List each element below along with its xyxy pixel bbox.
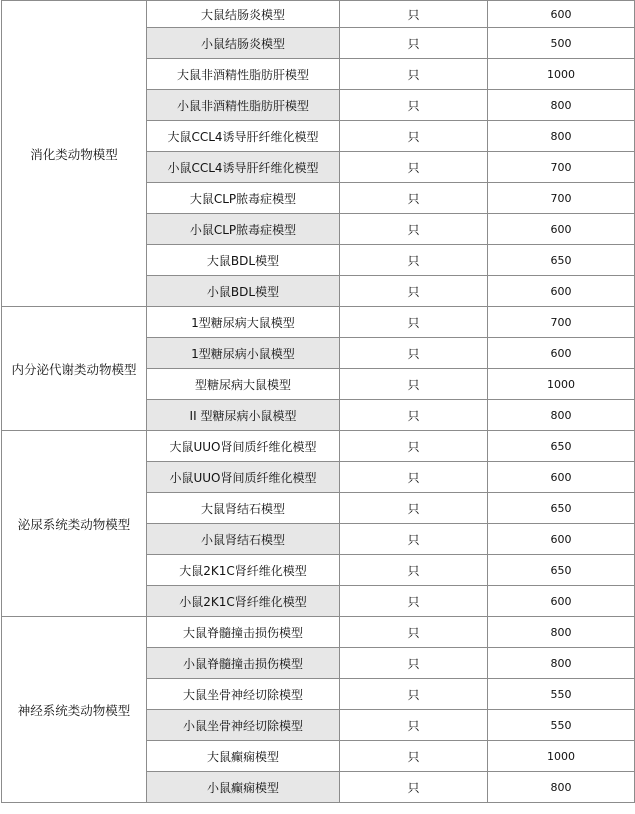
price-cell: 650 xyxy=(488,555,635,586)
price-cell: 600 xyxy=(488,338,635,369)
price-cell: 600 xyxy=(488,1,635,28)
table-row xyxy=(2,307,635,338)
unit-cell: 只 xyxy=(340,121,488,152)
price-cell: 650 xyxy=(488,431,635,462)
model-name-cell: 大鼠肾结石模型 xyxy=(147,493,340,524)
unit-cell: 只 xyxy=(340,183,488,214)
table-row xyxy=(2,617,635,648)
price-cell: 600 xyxy=(488,524,635,555)
model-name-cell: II 型糖尿病小鼠模型 xyxy=(147,400,340,431)
unit-cell: 只 xyxy=(340,369,488,400)
model-name-cell: 小鼠结肠炎模型 xyxy=(147,28,340,59)
price-cell: 800 xyxy=(488,772,635,803)
unit-cell: 只 xyxy=(340,679,488,710)
model-name-cell: 小鼠UUO肾间质纤维化模型 xyxy=(147,462,340,493)
unit-cell: 只 xyxy=(340,462,488,493)
unit-cell: 只 xyxy=(340,307,488,338)
unit-cell: 只 xyxy=(340,524,488,555)
price-cell: 500 xyxy=(488,28,635,59)
price-cell: 800 xyxy=(488,400,635,431)
model-name-cell: 小鼠CCL4诱导肝纤维化模型 xyxy=(147,152,340,183)
unit-cell: 只 xyxy=(340,493,488,524)
price-cell: 800 xyxy=(488,90,635,121)
price-cell: 600 xyxy=(488,586,635,617)
model-name-cell: 小鼠BDL模型 xyxy=(147,276,340,307)
unit-cell: 只 xyxy=(340,245,488,276)
price-cell: 700 xyxy=(488,152,635,183)
model-name-cell: 大鼠UUO肾间质纤维化模型 xyxy=(147,431,340,462)
model-price-table xyxy=(1,0,635,803)
price-cell: 550 xyxy=(488,679,635,710)
price-cell: 800 xyxy=(488,617,635,648)
table-row xyxy=(2,431,635,462)
price-cell: 700 xyxy=(488,307,635,338)
model-name-cell: 大鼠结肠炎模型 xyxy=(147,1,340,28)
category-cell: 泌尿系统类动物模型 xyxy=(2,431,147,617)
model-name-cell: 型糖尿病大鼠模型 xyxy=(147,369,340,400)
unit-cell: 只 xyxy=(340,28,488,59)
category-cell: 神经系统类动物模型 xyxy=(2,617,147,803)
model-name-cell: 大鼠CCL4诱导肝纤维化模型 xyxy=(147,121,340,152)
price-cell: 800 xyxy=(488,121,635,152)
model-name-cell: 小鼠非酒精性脂肪肝模型 xyxy=(147,90,340,121)
price-cell: 800 xyxy=(488,648,635,679)
price-cell: 700 xyxy=(488,183,635,214)
table-body xyxy=(2,1,635,803)
model-name-cell: 大鼠非酒精性脂肪肝模型 xyxy=(147,59,340,90)
model-name-cell: 1型糖尿病大鼠模型 xyxy=(147,307,340,338)
model-name-cell: 小鼠2K1C肾纤维化模型 xyxy=(147,586,340,617)
price-cell: 600 xyxy=(488,462,635,493)
unit-cell: 只 xyxy=(340,1,488,28)
unit-cell: 只 xyxy=(340,338,488,369)
unit-cell: 只 xyxy=(340,214,488,245)
unit-cell: 只 xyxy=(340,710,488,741)
model-name-cell: 大鼠CLP脓毒症模型 xyxy=(147,183,340,214)
model-name-cell: 小鼠肾结石模型 xyxy=(147,524,340,555)
price-cell: 1000 xyxy=(488,741,635,772)
model-name-cell: 小鼠癫痫模型 xyxy=(147,772,340,803)
table-row xyxy=(2,1,635,28)
unit-cell: 只 xyxy=(340,90,488,121)
model-name-cell: 小鼠脊髓撞击损伤模型 xyxy=(147,648,340,679)
category-cell: 消化类动物模型 xyxy=(2,1,147,307)
price-cell: 1000 xyxy=(488,59,635,90)
unit-cell: 只 xyxy=(340,59,488,90)
price-cell: 650 xyxy=(488,493,635,524)
category-cell: 内分泌代谢类动物模型 xyxy=(2,307,147,431)
unit-cell: 只 xyxy=(340,617,488,648)
unit-cell: 只 xyxy=(340,772,488,803)
price-cell: 600 xyxy=(488,214,635,245)
unit-cell: 只 xyxy=(340,276,488,307)
model-name-cell: 大鼠2K1C肾纤维化模型 xyxy=(147,555,340,586)
model-name-cell: 1型糖尿病小鼠模型 xyxy=(147,338,340,369)
model-name-cell: 大鼠脊髓撞击损伤模型 xyxy=(147,617,340,648)
unit-cell: 只 xyxy=(340,152,488,183)
model-name-cell: 小鼠CLP脓毒症模型 xyxy=(147,214,340,245)
model-name-cell: 大鼠BDL模型 xyxy=(147,245,340,276)
unit-cell: 只 xyxy=(340,400,488,431)
unit-cell: 只 xyxy=(340,555,488,586)
model-name-cell: 小鼠坐骨神经切除模型 xyxy=(147,710,340,741)
price-cell: 650 xyxy=(488,245,635,276)
unit-cell: 只 xyxy=(340,741,488,772)
unit-cell: 只 xyxy=(340,648,488,679)
model-name-cell: 大鼠癫痫模型 xyxy=(147,741,340,772)
model-name-cell: 大鼠坐骨神经切除模型 xyxy=(147,679,340,710)
price-cell: 600 xyxy=(488,276,635,307)
price-cell: 1000 xyxy=(488,369,635,400)
price-cell: 550 xyxy=(488,710,635,741)
unit-cell: 只 xyxy=(340,586,488,617)
unit-cell: 只 xyxy=(340,431,488,462)
